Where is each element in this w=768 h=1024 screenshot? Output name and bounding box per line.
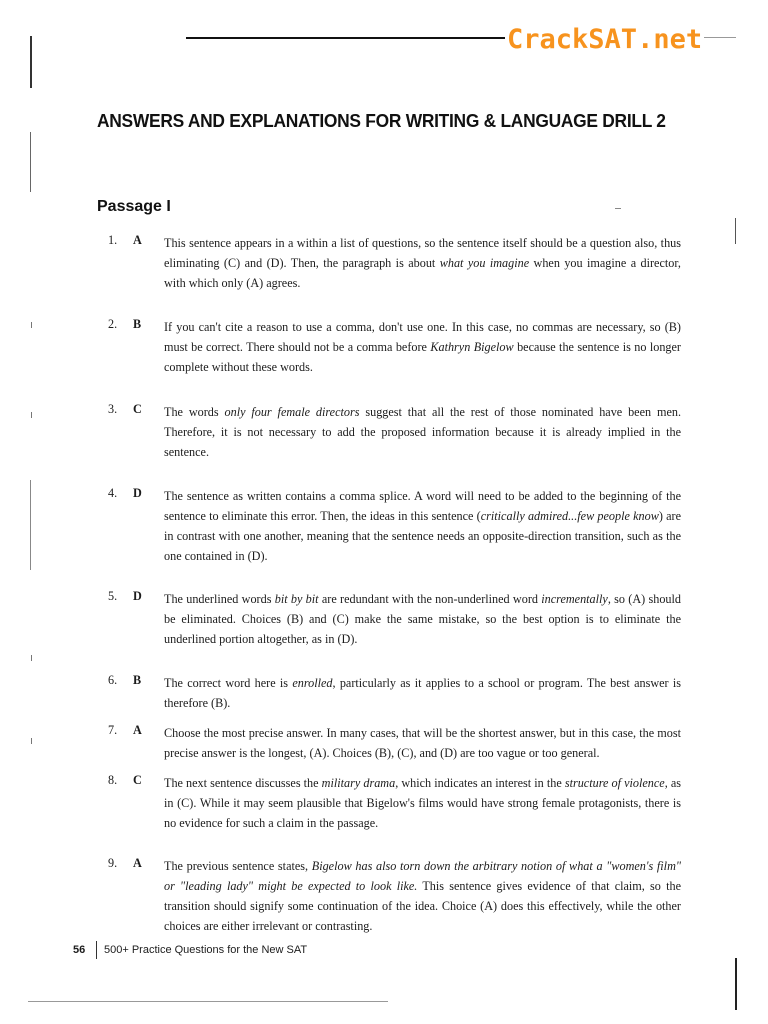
question-number: 4. [108, 486, 118, 500]
footer-divider [96, 941, 97, 959]
answer-letter: C [133, 402, 142, 416]
scan-margin-mark [31, 655, 32, 661]
question-number: 3. [108, 402, 118, 416]
explanation-text [164, 486, 681, 566]
body-text: The next sentence discusses the [164, 776, 322, 790]
explanation-text [164, 402, 681, 462]
body-text: The sentence as written contains a comma splice. A word will need to be added to the beginning of the sentence to eliminate this error. Then, the ideas in this sentence ( [164, 489, 681, 523]
book-title: 500+ Practice Questions for the New SAT [104, 944, 308, 956]
body-text: Choose the most precise answer. In many cases, that will be the shortest answer, but in this case, the most precise answer is the longest, (A). Choices (B), (C), and (D) are too vague or too general. [164, 726, 681, 760]
answer-letter: B [133, 673, 142, 687]
answer-letter: C [133, 773, 142, 787]
body-text: , so (A) should be eliminated. Choices (B) and (C) make the same mistake, so the best option is to eliminate the underlined portion altogether, as in (D). [164, 592, 682, 646]
scan-mark [615, 208, 621, 209]
emphasis-text: only four female directors [224, 405, 360, 419]
section-heading: Passage I [97, 198, 171, 215]
scan-margin-mark [30, 36, 32, 88]
answer-letter: D [133, 589, 142, 603]
scan-margin-mark [735, 218, 736, 244]
scan-margin-mark [30, 480, 31, 570]
body-text: This sentence appears in a within a list of questions, so the sentence itself should be a question also, thus eliminating (C) and (D). Then, the paragraph is about [164, 236, 681, 270]
explanation-text [164, 673, 681, 713]
scan-margin-mark [31, 412, 32, 418]
scan-margin-mark [31, 738, 32, 744]
answer-letter: B [133, 317, 142, 331]
body-text: The words [164, 405, 225, 419]
scan-margin-mark [31, 322, 32, 328]
body-text: , particularly as it applies to a school or program. The best answer is therefore (B). [164, 676, 681, 710]
scan-margin-mark [735, 958, 737, 1010]
watermark-logo: CrackSAT.net [507, 24, 703, 55]
question-number: 7. [108, 723, 118, 737]
scan-margin-mark [30, 132, 31, 192]
answer-letter: A [133, 856, 142, 870]
footer-rule [28, 1001, 388, 1002]
emphasis-text: what you imagine [439, 256, 530, 270]
body-text: If you can't cite a reason to use a comma, don't use one. In this case, no commas are necessary, so (B) must be correct. There should not be a comma before [164, 320, 681, 354]
page-title: ANSWERS AND EXPLANATIONS FOR WRITING & LANGUAGE DRILL 2 [97, 110, 666, 131]
answer-letter: A [133, 233, 142, 247]
question-number: 6. [108, 673, 118, 687]
body-text: , as in (C). While it may seem plausible that Bigelow's films would have strong female protagonists, there is no evidence for such a claim in the passage. [164, 776, 681, 830]
question-number: 9. [108, 856, 118, 870]
explanation-text [164, 723, 681, 763]
body-text: The underlined words [164, 592, 275, 606]
emphasis-text: structure of violence [564, 776, 665, 790]
body-text: , which indicates an interest in the [395, 776, 565, 790]
emphasis-text: incrementally [541, 592, 608, 606]
explanation-text [164, 233, 681, 293]
answer-letter: A [133, 723, 142, 737]
body-text: This sentence gives evidence of that claim, so the transition should signify some continuation of the idea. Choice (A) does this effectively, while the other choices are either irrelevant or contrasting. [164, 879, 681, 933]
question-number: 8. [108, 773, 118, 787]
body-text: are redundant with the non-underlined word [318, 592, 542, 606]
explanation-text [164, 773, 681, 833]
question-number: 1. [108, 233, 118, 247]
page-number: 56 [73, 944, 86, 956]
emphasis-text: Bigelow has also torn down the arbitrary notion of what a "women's film" or "leading lady" might be expected to look like. [164, 859, 681, 893]
body-text: when you imagine a director, with which only (A) agrees. [164, 256, 681, 290]
header-rule [186, 37, 506, 39]
emphasis-text: critically admired...few people know [480, 509, 659, 523]
emphasis-text: enrolled [292, 676, 333, 690]
emphasis-text: military drama [321, 776, 396, 790]
answer-letter: D [133, 486, 142, 500]
body-text: suggest that all the rest of those nominated have been men. Therefore, it is not necessary to add the proposed information because it is already implied in the sentence. [164, 405, 682, 459]
body-text: The previous sentence states, [164, 859, 312, 873]
body-text: The correct word here is [164, 676, 293, 690]
emphasis-text: bit by bit [274, 592, 319, 606]
emphasis-text: Kathryn Bigelow [430, 340, 514, 354]
explanation-text [164, 589, 681, 649]
explanation-text [164, 317, 681, 377]
explanation-text [164, 856, 681, 936]
body-text: ) are in contrast with one another, meaning that the sentence needs an opposite-direction transition, such as the one contained in (D). [164, 509, 681, 563]
question-number: 5. [108, 589, 118, 603]
body-text: because the sentence is no longer complete without these words. [164, 340, 681, 374]
question-number: 2. [108, 317, 118, 331]
